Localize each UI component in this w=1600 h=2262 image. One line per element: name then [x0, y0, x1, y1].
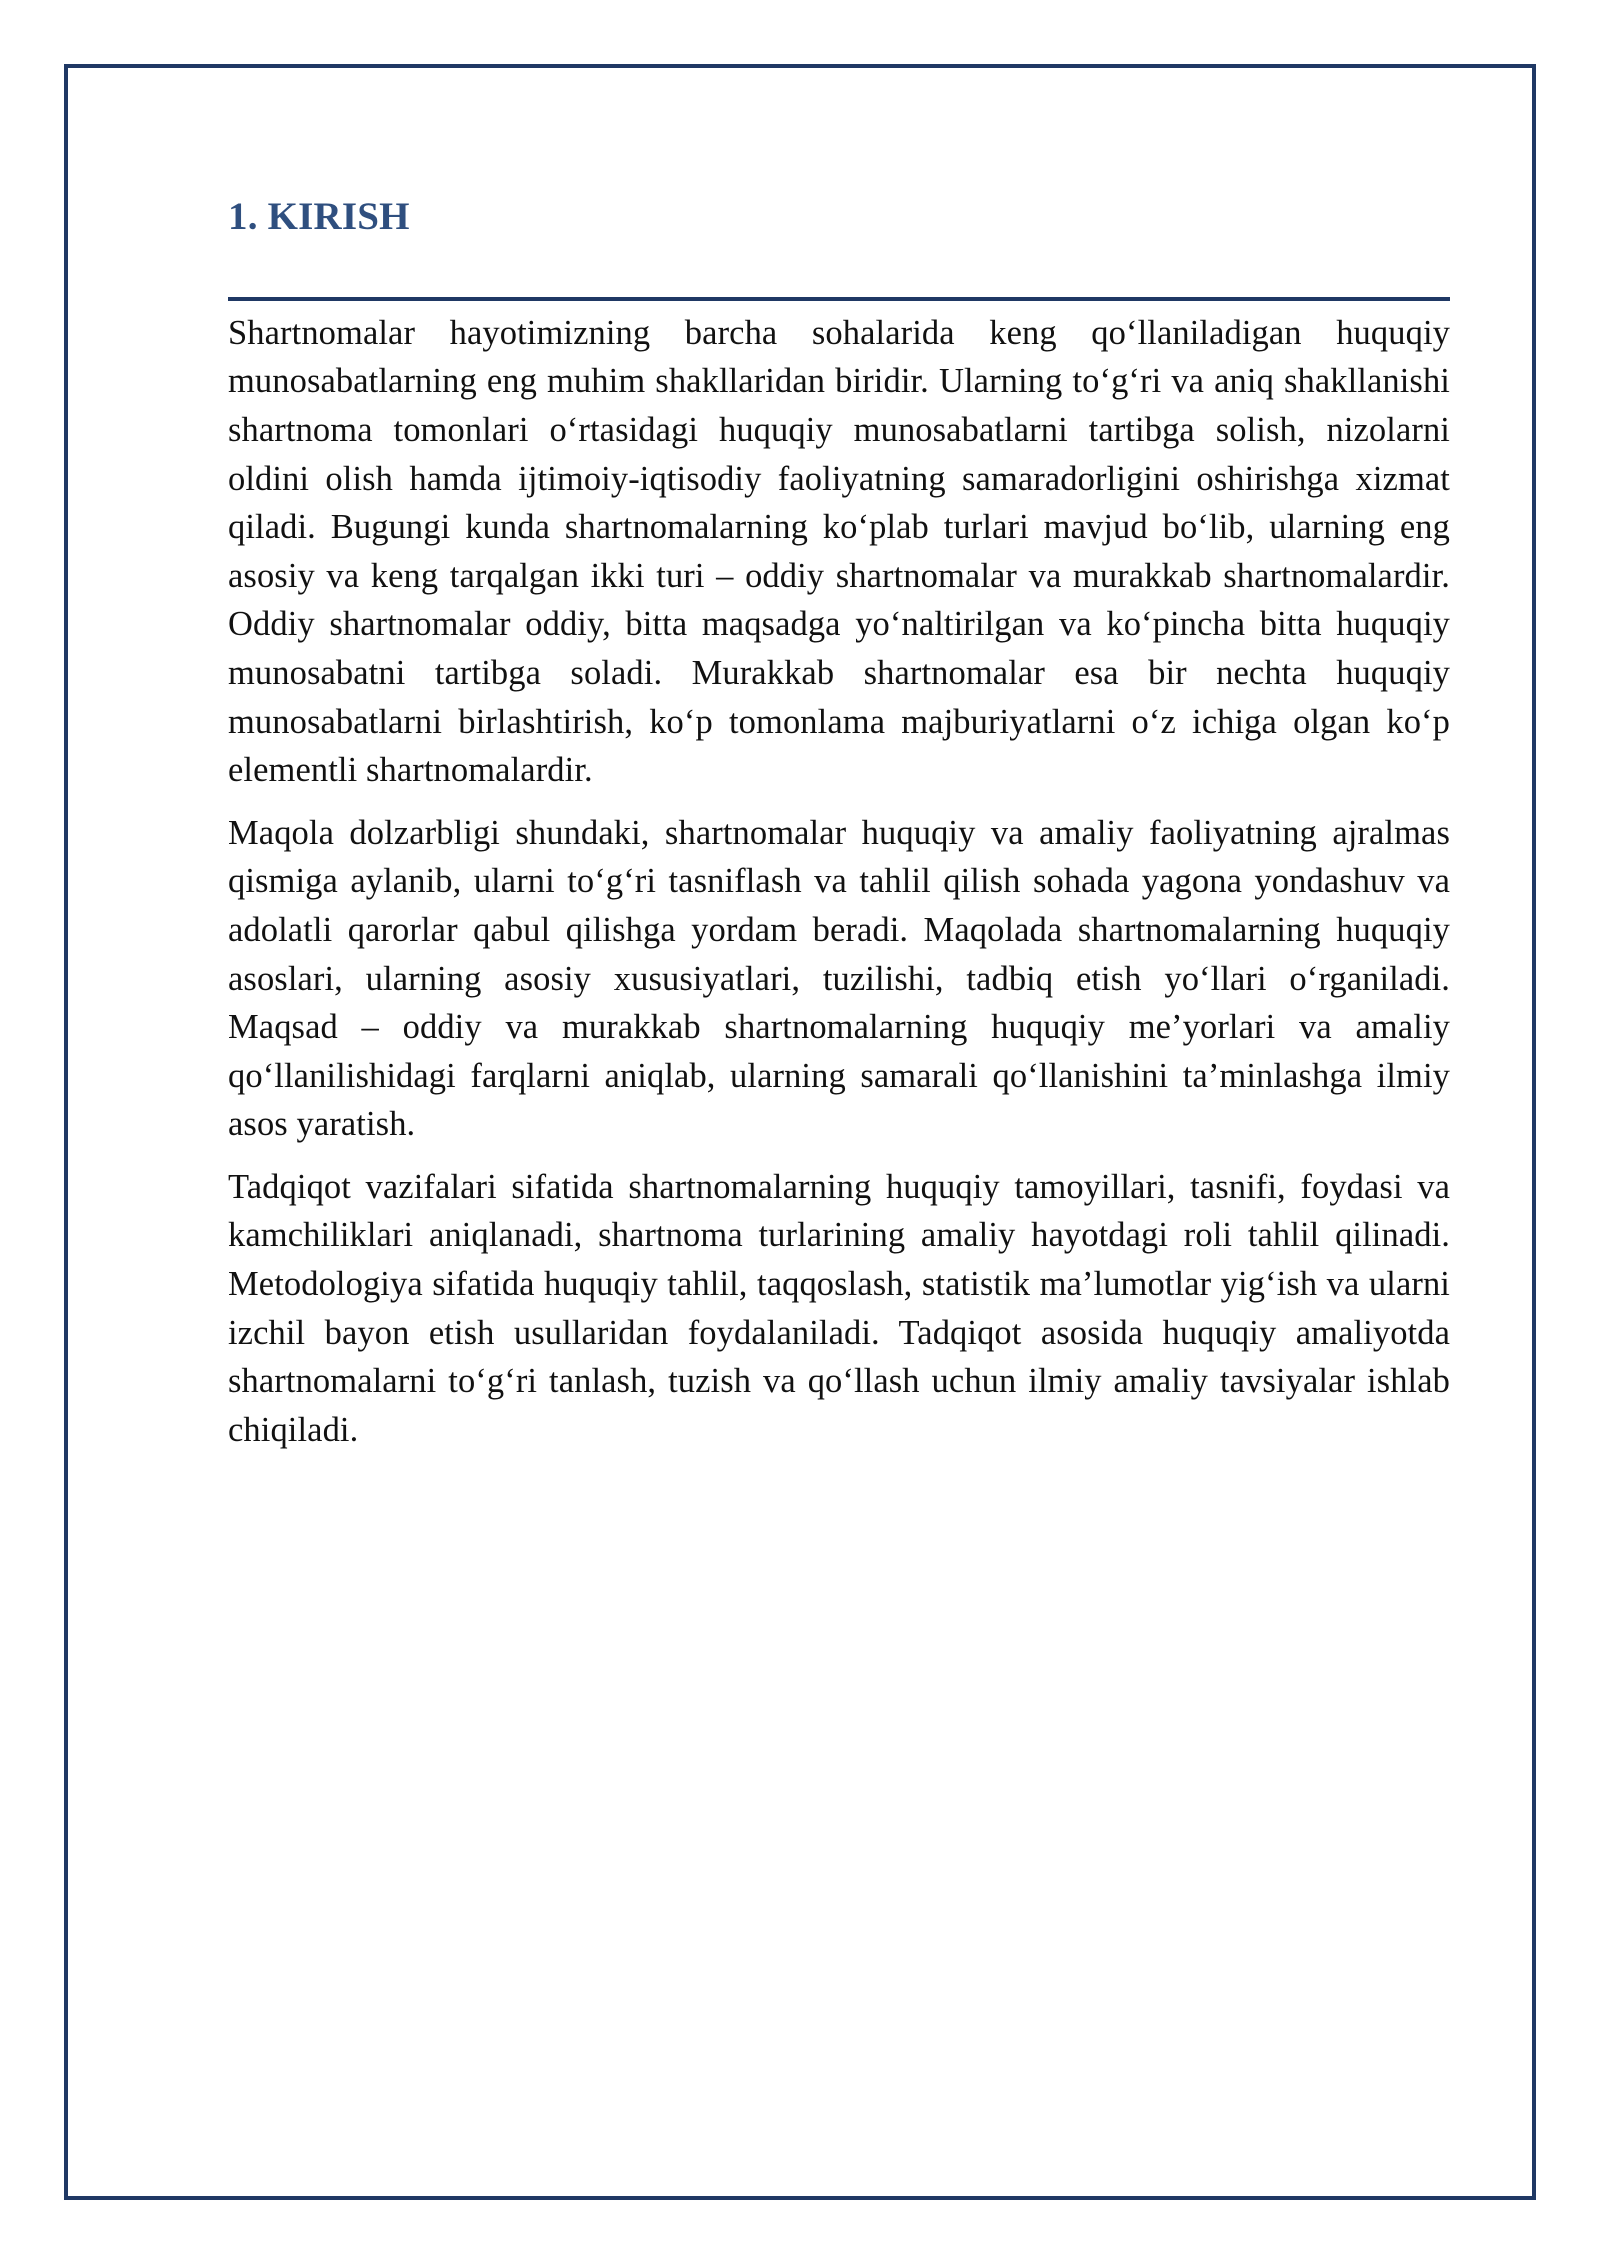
paragraph-relevance: Maqola dolzarbligi shundaki, shartnomalar huquqiy va amaliy faoliyatning ajralmas qismiga aylanib, ularni to‘g‘ri tasniflash va tahlil qilish sohada yagona yondashuv va adolatli qarorlar qabul qilishga yordam beradi. Maqolada shartnomalarning huquqiy asoslari, ularning asosiy xususiyatlari, tuzilishi, tadbiq etish yo‘llari o‘rganiladi. Maqsad – oddiy va murakkab shartnomalarning huquqiy me’yorlari va amaliy qo‘llanilishidagi farqlarni aniqlab, ularning samarali qo‘llanishini ta’minlashga ilmiy asos yaratish.: [228, 813, 1450, 1144]
paragraph-objectives: Tadqiqot vazifalari sifatida shartnomalarning huquqiy tamoyillari, tasnifi, foydasi va kamchiliklari aniqlanadi, shartnoma turlarining amaliy hayotdagi roli tahlil qilinadi. Metodologiya sifatida huquqiy tahlil, taqqoslash, statistik ma’lumotlar yig‘ish va ularni izchil bayon etish usullaridan foydalaniladi. Tadqiqot asosida huquqiy amaliyotda shartnomalarni to‘g‘ri tanlash, tuzish va qo‘llash uchun ilmiy amaliy tavsiyalar ishlab chiqiladi.: [228, 1167, 1450, 1449]
heading-divider: [228, 297, 1450, 301]
paragraph-intro: Shartnomalar hayotimizning barcha sohalarida keng qo‘llaniladigan huquqiy munosabatlarning eng muhim shakllaridan biridir. Ularning to‘g‘ri va aniq shakllanishi shartnoma tomonlari o‘rtasidagi huquqiy munosabatlarni tartibga solish, nizolarni oldini olish hamda ijtimoiy-iqtisodiy faoliyatning samaradorligini oshirishga xizmat qiladi. Bugungi kunda shartnomalarning ko‘plab turlari mavjud bo‘lib, ularning eng asosiy va keng tarqalgan ikki turi – oddiy shartnomalar va murakkab shartnomalardir. Oddiy shartnomalar oddiy, bitta maqsadga yo‘naltirilgan va ko‘pincha bitta huquqiy munosabatni tartibga soladi. Murakkab shartnomalar esa bir nechta huquqiy munosabatlarni birlashtirish, ko‘p tomonlama majburiyatlarni o‘z ichiga olgan ko‘p elementli shartnomalardir.: [228, 313, 1450, 790]
section-heading: 1. KIRISH: [228, 195, 410, 238]
document-body: [228, 170, 1450, 1468]
